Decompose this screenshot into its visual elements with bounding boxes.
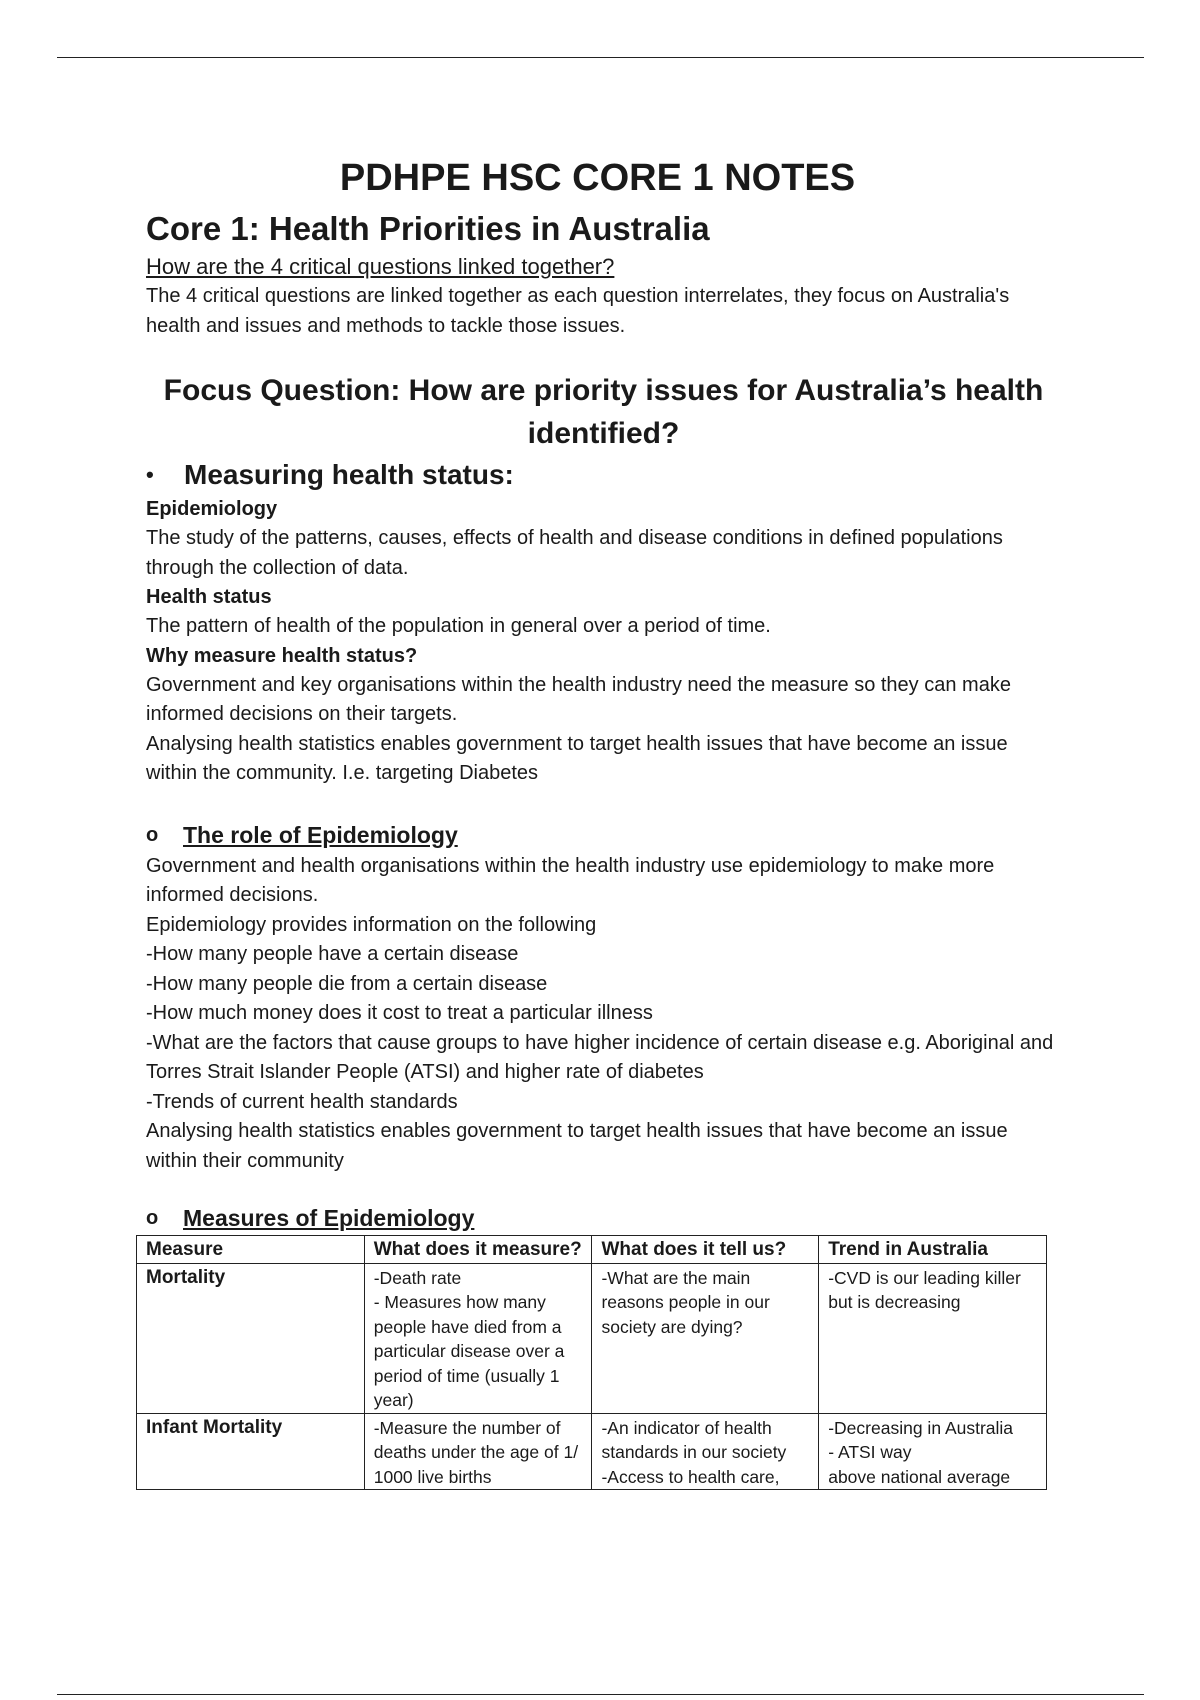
circle-bullet-icon: o [146, 1207, 159, 1229]
role-heading-text: The role of Epidemiology [183, 821, 458, 848]
table-cell-trend: -CVD is our leading killer but is decreasing [819, 1263, 1047, 1413]
table-row [137, 1413, 1047, 1490]
role-list-item: -What are the factors that cause groups to have higher incidence of certain disease e.g. Aboriginal and Torres Strait Islander People (ATSI) and higher rate of diabetes [146, 1031, 1054, 1083]
footer-rule [57, 1694, 1144, 1695]
role-closing: Analysing health statistics enables government to target health issues that have become an issue within their community [146, 1120, 1008, 1172]
why-measure-paragraph-2: Analysing health statistics enables government to target health issues that have become an issue within the community. I.e. targeting Diabetes [146, 732, 1008, 784]
epidemiology-term: Epidemiology [146, 498, 278, 520]
table-cell-what: -Death rate - Measures how many people have died from a particular disease over a period of time (usually 1 year) [364, 1263, 592, 1413]
document-title: PDHPE HSC CORE 1 NOTES [339, 157, 856, 199]
role-intro: Government and health organisations within the health industry use epidemiology to make more informed decisions. [146, 854, 995, 906]
why-measure-term: Why measure health status? [146, 644, 418, 667]
table-cell-measure: Infant Mortality [137, 1413, 365, 1490]
core-title: Core 1: Health Priorities in Australia [146, 210, 710, 247]
measuring-heading [146, 455, 1061, 495]
why-measure-paragraph-1: Government and key organisations within the health industry need the measure so they can make informed decisions on their targets. [146, 673, 1011, 725]
table-header-row [137, 1236, 1047, 1264]
role-list-item: -How many people die from a certain disease [146, 972, 548, 995]
health-status-term: Health status [146, 586, 272, 608]
table-cell-trend: -Decreasing in Australia - ATSI way above national average [819, 1413, 1047, 1490]
table-row [137, 1263, 1047, 1413]
table-cell-what: -Measure the number of deaths under the age of 1/ 1000 live births [364, 1413, 592, 1490]
table-cell-tells: -What are the main reasons people in our society are dying? [592, 1263, 819, 1413]
measuring-heading-text: Measuring health status: [184, 459, 514, 490]
table-cell-tells: -An indicator of health standards in our society -Access to health care, [592, 1413, 819, 1490]
document-body [146, 150, 1061, 1490]
measures-heading-text: Measures of Epidemiology [183, 1205, 475, 1231]
circle-bullet-icon: o [146, 823, 159, 846]
measures-table [136, 1235, 1047, 1490]
focus-question: Focus Question: How are priority issues for Australia’s health identified? [163, 374, 1044, 450]
role-list-item: -Trends of current health standards [146, 1090, 458, 1113]
epidemiology-definition: The study of the patterns, causes, effects of health and disease conditions in defined populations through the collection of data. [146, 527, 1003, 579]
table-header-cell: What does it measure? [364, 1236, 592, 1264]
role-provides: Epidemiology provides information on the following [146, 913, 597, 936]
table-header-cell: Trend in Australia [819, 1236, 1047, 1264]
bullet-icon: • [146, 462, 154, 487]
table-cell-measure: Mortality [137, 1263, 365, 1413]
role-list-item: -How much money does it cost to treat a particular illness [146, 1002, 653, 1024]
table-header-cell: What does it tell us? [592, 1236, 819, 1264]
role-heading [146, 819, 1061, 852]
link-question-heading: How are the 4 critical questions linked together? [146, 254, 615, 279]
link-answer: The 4 critical questions are linked together as each question interrelates, they focus on Australia's health and issues and methods to tackle those issues. [146, 285, 1010, 337]
table-header-cell: Measure [137, 1236, 365, 1264]
measures-heading [146, 1202, 1061, 1235]
health-status-definition: The pattern of health of the population in general over a period of time. [146, 615, 771, 637]
header-rule [57, 57, 1144, 58]
role-list-item: -How many people have a certain disease [146, 943, 519, 965]
